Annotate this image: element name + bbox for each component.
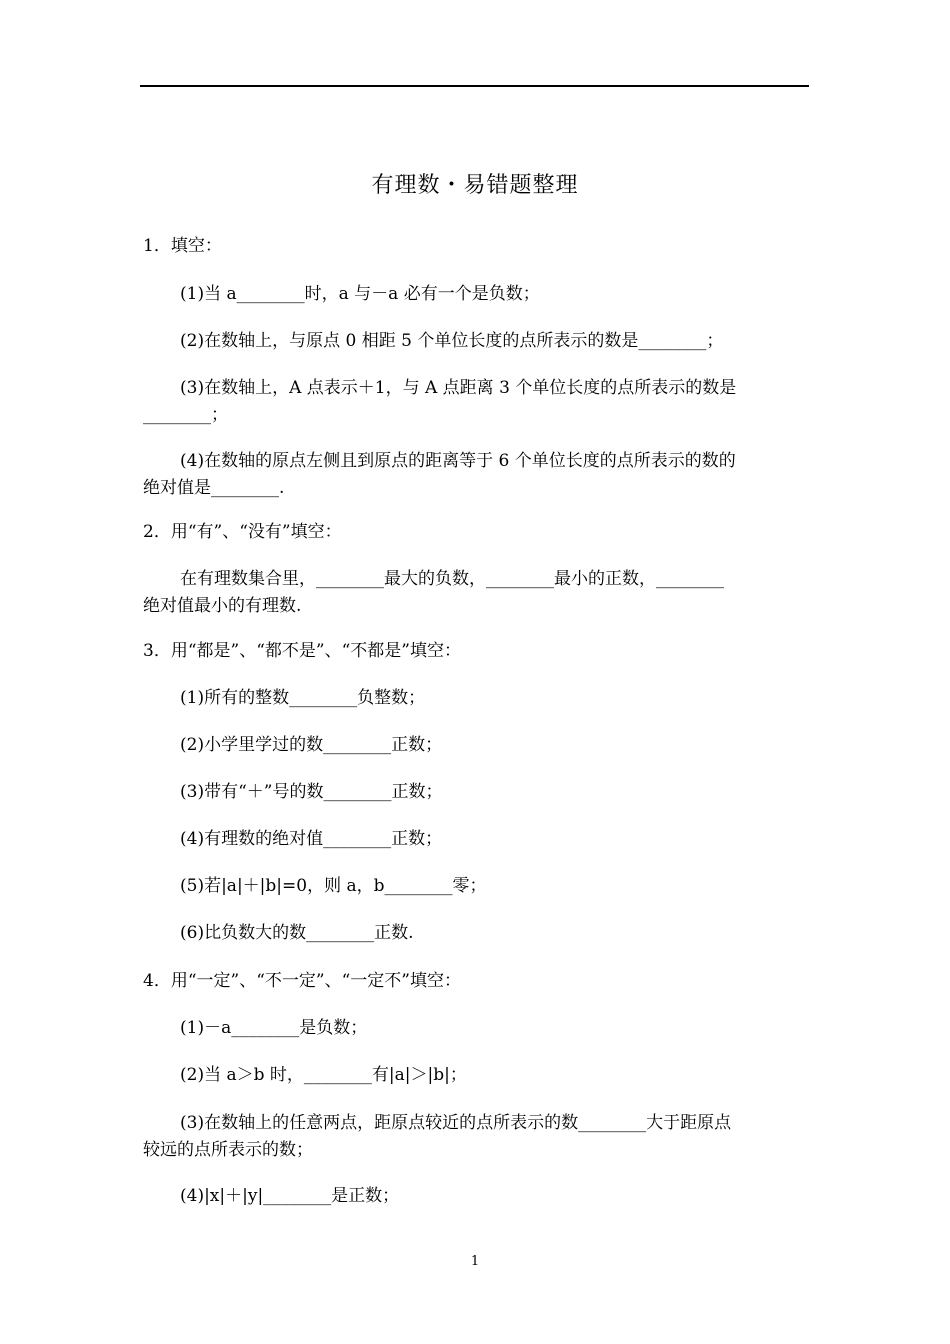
question-3-item-3: (3)带有“＋”号的数________正数； (180, 782, 443, 802)
question-4-item-3: (3)在数轴上的任意两点，距原点较近的点所表示的数________大于距原点 (180, 1113, 732, 1133)
question-1-item-4: (4)在数轴的原点左侧且到原点的距离等于 6 个单位长度的点所表示的数的 (180, 451, 736, 471)
question-2-heading: 2．用“有”、“没有”填空： (143, 522, 342, 542)
question-1-item-1: (1)当 a________时，a 与－a 必有一个是负数； (180, 284, 540, 304)
page-number: 1 (470, 1254, 480, 1269)
question-4-item-3-cont: 较远的点所表示的数； (143, 1140, 313, 1160)
question-1-item-4-cont: 绝对值是________. (143, 478, 285, 498)
question-4-heading: 4．用“一定”、“不一定”、“一定不”填空： (143, 971, 461, 991)
question-3-item-6: (6)比负数大的数________正数. (180, 923, 414, 943)
question-3-item-1: (1)所有的整数________负整数； (180, 688, 426, 708)
question-3-heading: 3．用“都是”、“都不是”、“不都是”填空： (143, 641, 461, 661)
question-4-item-2: (2)当 a＞b 时，________有|a|＞|b|； (180, 1065, 467, 1085)
question-4-item-1: (1)－a________是负数； (180, 1018, 368, 1038)
question-3-item-2: (2)小学里学过的数________正数； (180, 735, 443, 755)
header-rule (140, 85, 809, 87)
question-3-item-5: (5)若|a|＋|b|=0，则 a，b________零； (180, 876, 487, 896)
question-2-line-1: 在有理数集合里，________最大的负数，________最小的正数，________ (180, 569, 724, 589)
question-4-item-4: (4)|x|＋|y|________是正数； (180, 1186, 400, 1206)
question-1-item-3-cont: ________； (143, 405, 228, 425)
question-1-heading: 1．填空： (143, 236, 222, 256)
question-1-item-3: (3)在数轴上，A 点表示＋1，与 A 点距离 3 个单位长度的点所表示的数是 (180, 378, 737, 398)
question-1-item-2: (2)在数轴上，与原点 0 相距 5 个单位长度的点所表示的数是________； (180, 331, 724, 351)
document-title: 有理数・易错题整理 (371, 173, 579, 198)
question-3-item-4: (4)有理数的绝对值________正数； (180, 829, 443, 849)
question-2-line-2: 绝对值最小的有理数. (143, 596, 302, 616)
